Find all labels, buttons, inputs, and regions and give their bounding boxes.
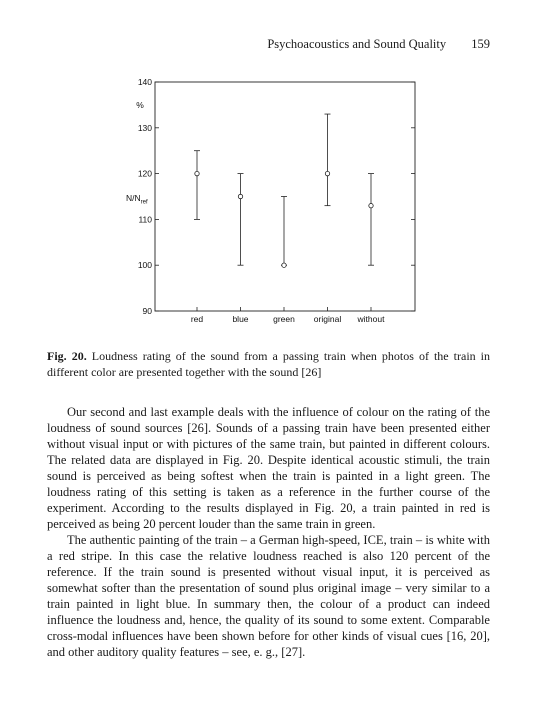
y-axis-label: $N/N_{ref}$ bbox=[126, 193, 148, 206]
page-number: 159 bbox=[471, 37, 490, 51]
paragraph-1: Our second and last example deals with the influence of colour on the rating of the loudness of sound sources [26]. Sounds of a passing train have been presented either without visual input or with pictures of the same train, but painted in different colours. The related data are displayed in Fig. 20. Despite identical acoustic stimuli, the train sound is perceived as being softest when the train is painted in a light green. The loudness rating of this setting is taken as a reference in the further course of the experiment. According to the results displayed in Fig. 20, a train painted in red is perceived as being 20 percent louder than the same train in green. bbox=[47, 405, 490, 531]
mean-point bbox=[282, 263, 286, 267]
figure-label: Fig. 20. bbox=[47, 349, 87, 363]
x-tick-label: without bbox=[357, 314, 385, 324]
mean-point bbox=[195, 171, 199, 175]
y-tick-label: 120 bbox=[137, 168, 152, 179]
y-tick-label: 140 bbox=[137, 77, 152, 87]
y-axis-unit: % bbox=[136, 100, 144, 110]
mean-point bbox=[325, 171, 329, 175]
x-tick-label: blue bbox=[232, 314, 249, 324]
loudness-chart bbox=[0, 70, 556, 340]
y-tick-label: 90 bbox=[142, 306, 152, 316]
body-text bbox=[47, 404, 490, 660]
y-tick-label: 110 bbox=[138, 214, 152, 225]
y-tick-label: 130 bbox=[137, 122, 152, 133]
y-tick-label: 100 bbox=[137, 260, 152, 271]
paragraph-2: The authentic painting of the train – a German high-speed, ICE, train – is white with a red stripe. In this case the relative loudness reached is also 120 percent of the reference. If the train sound is presented without visual input, it is perceived as somewhat softer than the presentation of sound plus original image – very similar to a train painted in light blue. In summary then, the colour of a product can indeed influence the loudness and, hence, the quality of its sound to some extent. Comparable cross-modal influences have been shown before for other kinds of visual cues [16, 20], and other auditory quality features – see, e. g., [27]. bbox=[47, 533, 490, 659]
x-tick-label: red bbox=[190, 314, 204, 324]
mean-point bbox=[238, 194, 242, 198]
x-tick-label: original bbox=[313, 314, 342, 324]
mean-point bbox=[369, 203, 373, 207]
figure-caption-text: Loudness rating of the sound from a passing train when photos of the train in different color are presented together with the sound [26] bbox=[47, 349, 491, 379]
figure-caption bbox=[47, 349, 490, 380]
y-axis-label-subscript: ref bbox=[140, 199, 148, 206]
running-header bbox=[0, 37, 490, 52]
x-tick-label: green bbox=[273, 314, 295, 324]
running-title: Psychoacoustics and Sound Quality bbox=[267, 37, 447, 51]
figure-20 bbox=[0, 70, 556, 340]
